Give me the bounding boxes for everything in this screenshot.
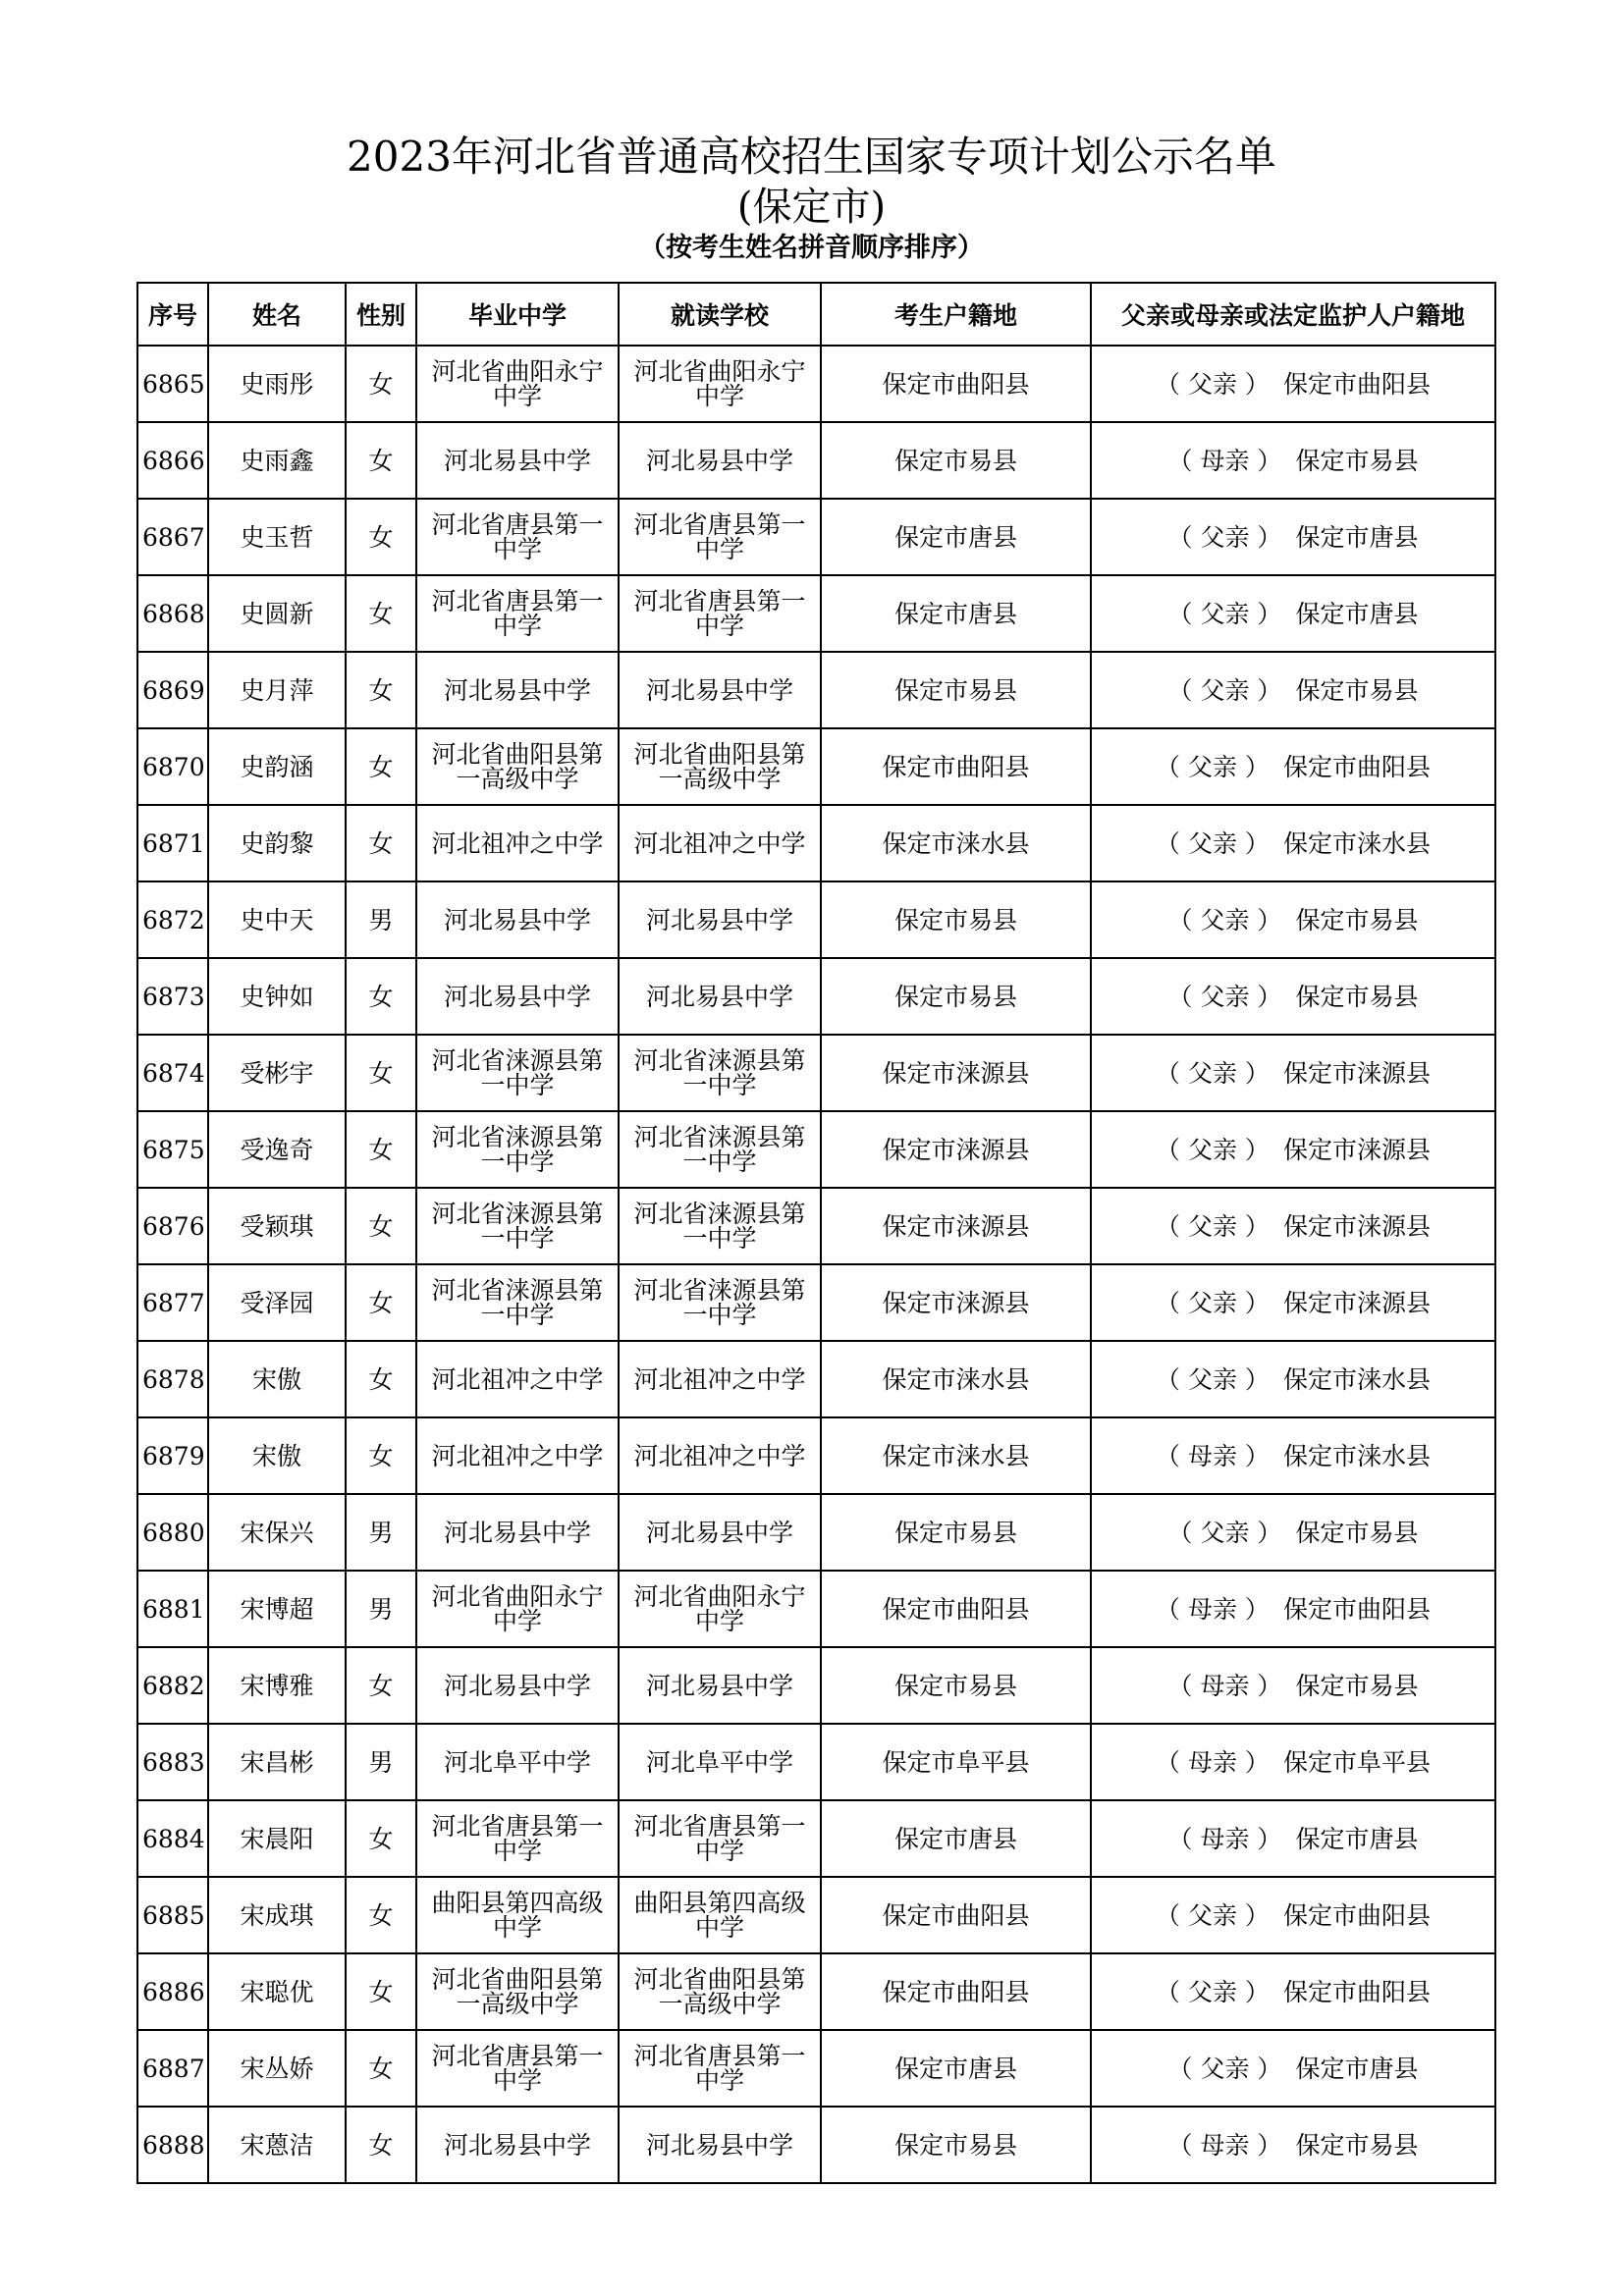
cell-gender: 女 <box>346 805 416 881</box>
cell-student-name: 宋保兴 <box>208 1494 346 1571</box>
table-row <box>137 881 1495 958</box>
guardian-location: 保定市曲阳县 <box>1282 752 1431 781</box>
table-row <box>137 1341 1495 1417</box>
cell-gender: 女 <box>346 1035 416 1111</box>
cell-student-hukou: 保定市曲阳县 <box>821 346 1091 422</box>
cell-student-name: 史月萍 <box>208 652 346 728</box>
table-row <box>137 422 1495 499</box>
cell-graduating-school: 河北省曲阳县第一高级中学 <box>416 728 619 805</box>
guardian-location: 保定市易县 <box>1295 446 1419 475</box>
guardian-relation: （ 父亲 ） <box>1167 1518 1282 1547</box>
guardian-relation: （ 父亲 ） <box>1156 828 1270 858</box>
cell-guardian-hukou <box>1091 1035 1495 1111</box>
cell-guardian-hukou <box>1091 1953 1495 2030</box>
cell-student-hukou: 保定市唐县 <box>821 2030 1091 2107</box>
table-row <box>137 2107 1495 2183</box>
cell-serial-number: 6866 <box>137 422 208 499</box>
guardian-location: 保定市涞水县 <box>1282 1364 1431 1394</box>
cell-gender: 女 <box>346 728 416 805</box>
cell-serial-number: 6873 <box>137 958 208 1035</box>
cell-gender: 女 <box>346 1417 416 1494</box>
cell-current-school: 河北易县中学 <box>619 422 821 499</box>
cell-current-school: 河北省唐县第一中学 <box>619 1800 821 1877</box>
guardian-location: 保定市曲阳县 <box>1282 369 1431 399</box>
guardian-relation: （ 父亲 ） <box>1156 1364 1270 1394</box>
cell-serial-number: 6881 <box>137 1571 208 1647</box>
cell-serial-number: 6868 <box>137 575 208 652</box>
cell-current-school: 河北省曲阳永宁中学 <box>619 346 821 422</box>
cell-graduating-school: 河北祖冲之中学 <box>416 1341 619 1417</box>
guardian-relation: （ 母亲 ） <box>1156 1594 1270 1624</box>
cell-student-name: 史圆新 <box>208 575 346 652</box>
guardian-location: 保定市易县 <box>1295 2130 1419 2160</box>
cell-guardian-hukou <box>1091 2107 1495 2183</box>
cell-graduating-school: 河北省曲阳永宁中学 <box>416 346 619 422</box>
col-header-no: 序号 <box>137 283 208 346</box>
page-title: 2023年河北省普通高校招生国家专项计划公示名单 <box>347 133 1276 181</box>
cell-graduating-school: 河北省唐县第一中学 <box>416 575 619 652</box>
cell-current-school: 河北祖冲之中学 <box>619 1417 821 1494</box>
cell-graduating-school: 河北易县中学 <box>416 1494 619 1571</box>
guardian-relation: （ 父亲 ） <box>1156 752 1270 781</box>
cell-student-hukou: 保定市涞源县 <box>821 1188 1091 1264</box>
cell-gender: 女 <box>346 2107 416 2183</box>
sort-note: （按考生姓名拼音顺序排序） <box>639 233 984 263</box>
guardian-location: 保定市易县 <box>1295 1518 1419 1547</box>
cell-current-school: 河北易县中学 <box>619 1647 821 1724</box>
cell-student-hukou: 保定市曲阳县 <box>821 1571 1091 1647</box>
guardian-location: 保定市易县 <box>1295 1671 1419 1700</box>
guardian-relation: （ 父亲 ） <box>1156 1135 1270 1164</box>
guardian-relation: （ 父亲 ） <box>1156 1288 1270 1317</box>
cell-serial-number: 6880 <box>137 1494 208 1571</box>
cell-serial-number: 6876 <box>137 1188 208 1264</box>
guardian-relation: （ 父亲 ） <box>1156 1211 1270 1241</box>
cell-gender: 女 <box>346 1877 416 1953</box>
cell-gender: 女 <box>346 1953 416 2030</box>
cell-student-name: 受彬宇 <box>208 1035 346 1111</box>
cell-current-school: 河北省唐县第一中学 <box>619 575 821 652</box>
guardian-location: 保定市易县 <box>1295 982 1419 1011</box>
table-row <box>137 1647 1495 1724</box>
cell-student-name: 受逸奇 <box>208 1111 346 1188</box>
cell-student-name: 宋昌彬 <box>208 1724 346 1800</box>
cell-serial-number: 6871 <box>137 805 208 881</box>
table-row <box>137 1035 1495 1111</box>
table-row <box>137 1800 1495 1877</box>
cell-student-name: 受泽园 <box>208 1264 346 1341</box>
table-row <box>137 1953 1495 2030</box>
cell-guardian-hukou <box>1091 1800 1495 1877</box>
cell-student-hukou: 保定市易县 <box>821 881 1091 958</box>
cell-student-name: 史玉哲 <box>208 499 346 575</box>
page-subtitle: (保定市) <box>736 185 887 230</box>
cell-student-name: 宋丛娇 <box>208 2030 346 2107</box>
cell-graduating-school: 河北省涞源县第一中学 <box>416 1188 619 1264</box>
cell-graduating-school: 曲阳县第四高级中学 <box>416 1877 619 1953</box>
cell-current-school: 河北省涞源县第一中学 <box>619 1188 821 1264</box>
guardian-relation: （ 父亲 ） <box>1156 1977 1270 2006</box>
cell-graduating-school: 河北易县中学 <box>416 652 619 728</box>
cell-current-school: 河北省曲阳县第一高级中学 <box>619 1953 821 2030</box>
cell-serial-number: 6886 <box>137 1953 208 2030</box>
guardian-relation: （ 父亲 ） <box>1167 982 1282 1011</box>
cell-gender: 女 <box>346 958 416 1035</box>
cell-student-hukou: 保定市涞源县 <box>821 1264 1091 1341</box>
student-table <box>136 282 1496 2184</box>
table-header-row <box>137 283 1495 346</box>
guardian-location: 保定市涞源县 <box>1282 1135 1431 1164</box>
guardian-location: 保定市唐县 <box>1295 2054 1419 2083</box>
col-header-grad-school: 毕业中学 <box>416 283 619 346</box>
guardian-relation: （ 父亲 ） <box>1156 1900 1270 1930</box>
cell-student-hukou: 保定市曲阳县 <box>821 1877 1091 1953</box>
guardian-relation: （ 父亲 ） <box>1156 369 1270 399</box>
guardian-relation: （ 父亲 ） <box>1167 675 1282 705</box>
cell-serial-number: 6867 <box>137 499 208 575</box>
guardian-location: 保定市涞水县 <box>1282 828 1431 858</box>
guardian-relation: （ 母亲 ） <box>1167 2130 1282 2160</box>
guardian-location: 保定市唐县 <box>1295 599 1419 628</box>
cell-graduating-school: 河北省唐县第一中学 <box>416 2030 619 2107</box>
cell-gender: 男 <box>346 1494 416 1571</box>
guardian-relation: （ 母亲 ） <box>1167 1671 1282 1700</box>
cell-student-name: 史钟如 <box>208 958 346 1035</box>
cell-serial-number: 6884 <box>137 1800 208 1877</box>
cell-current-school: 河北易县中学 <box>619 2107 821 2183</box>
cell-student-hukou: 保定市涞源县 <box>821 1035 1091 1111</box>
cell-student-hukou: 保定市涞水县 <box>821 1341 1091 1417</box>
cell-student-hukou: 保定市曲阳县 <box>821 728 1091 805</box>
cell-serial-number: 6879 <box>137 1417 208 1494</box>
cell-student-name: 史雨鑫 <box>208 422 346 499</box>
cell-gender: 女 <box>346 499 416 575</box>
guardian-relation: （ 母亲 ） <box>1167 446 1282 475</box>
cell-serial-number: 6883 <box>137 1724 208 1800</box>
cell-graduating-school: 河北省曲阳县第一高级中学 <box>416 1953 619 2030</box>
table-row <box>137 805 1495 881</box>
cell-guardian-hukou <box>1091 1341 1495 1417</box>
cell-graduating-school: 河北省涞源县第一中学 <box>416 1111 619 1188</box>
guardian-relation: （ 父亲 ） <box>1167 905 1282 934</box>
cell-guardian-hukou <box>1091 881 1495 958</box>
cell-guardian-hukou <box>1091 1647 1495 1724</box>
cell-guardian-hukou <box>1091 652 1495 728</box>
guardian-location: 保定市唐县 <box>1295 1824 1419 1853</box>
cell-student-name: 史中天 <box>208 881 346 958</box>
cell-student-hukou: 保定市唐县 <box>821 499 1091 575</box>
table-row <box>137 1877 1495 1953</box>
col-header-current-school: 就读学校 <box>619 283 821 346</box>
cell-student-hukou: 保定市涞水县 <box>821 1417 1091 1494</box>
cell-graduating-school: 河北省涞源县第一中学 <box>416 1035 619 1111</box>
table-row <box>137 575 1495 652</box>
table-row <box>137 2030 1495 2107</box>
cell-student-hukou: 保定市易县 <box>821 958 1091 1035</box>
cell-guardian-hukou <box>1091 1111 1495 1188</box>
cell-student-hukou: 保定市易县 <box>821 1494 1091 1571</box>
cell-graduating-school: 河北祖冲之中学 <box>416 805 619 881</box>
cell-current-school: 河北省唐县第一中学 <box>619 2030 821 2107</box>
cell-gender: 女 <box>346 346 416 422</box>
table-row <box>137 1264 1495 1341</box>
guardian-location: 保定市易县 <box>1295 905 1419 934</box>
cell-guardian-hukou <box>1091 958 1495 1035</box>
cell-student-name: 史韵涵 <box>208 728 346 805</box>
cell-guardian-hukou <box>1091 422 1495 499</box>
cell-current-school: 河北省曲阳永宁中学 <box>619 1571 821 1647</box>
cell-student-hukou: 保定市阜平县 <box>821 1724 1091 1800</box>
guardian-location: 保定市曲阳县 <box>1282 1900 1431 1930</box>
table-row <box>137 1571 1495 1647</box>
guardian-location: 保定市易县 <box>1295 675 1419 705</box>
cell-student-name: 宋晨阳 <box>208 1800 346 1877</box>
cell-guardian-hukou <box>1091 346 1495 422</box>
guardian-relation: （ 父亲 ） <box>1156 1058 1270 1088</box>
cell-graduating-school: 河北易县中学 <box>416 422 619 499</box>
cell-gender: 男 <box>346 881 416 958</box>
col-header-name: 姓名 <box>208 283 346 346</box>
cell-graduating-school: 河北省唐县第一中学 <box>416 1800 619 1877</box>
cell-current-school: 河北省曲阳县第一高级中学 <box>619 728 821 805</box>
cell-serial-number: 6874 <box>137 1035 208 1111</box>
cell-gender: 女 <box>346 1188 416 1264</box>
cell-student-name: 宋成琪 <box>208 1877 346 1953</box>
cell-graduating-school: 河北易县中学 <box>416 958 619 1035</box>
table-body <box>137 346 1495 2183</box>
table-row <box>137 499 1495 575</box>
guardian-location: 保定市唐县 <box>1295 522 1419 552</box>
cell-current-school: 河北祖冲之中学 <box>619 805 821 881</box>
cell-graduating-school: 河北易县中学 <box>416 2107 619 2183</box>
guardian-location: 保定市涞源县 <box>1282 1211 1431 1241</box>
cell-serial-number: 6875 <box>137 1111 208 1188</box>
col-header-hukou: 考生户籍地 <box>821 283 1091 346</box>
cell-guardian-hukou <box>1091 1188 1495 1264</box>
cell-current-school: 河北阜平中学 <box>619 1724 821 1800</box>
cell-guardian-hukou <box>1091 1264 1495 1341</box>
cell-guardian-hukou <box>1091 575 1495 652</box>
cell-gender: 女 <box>346 1341 416 1417</box>
guardian-relation: （ 父亲 ） <box>1167 2054 1282 2083</box>
guardian-relation: （ 母亲 ） <box>1156 1441 1270 1470</box>
cell-graduating-school: 河北祖冲之中学 <box>416 1417 619 1494</box>
table-row <box>137 958 1495 1035</box>
guardian-location: 保定市涞源县 <box>1282 1058 1431 1088</box>
cell-serial-number: 6888 <box>137 2107 208 2183</box>
cell-student-name: 受颖琪 <box>208 1188 346 1264</box>
cell-gender: 女 <box>346 575 416 652</box>
cell-student-hukou: 保定市曲阳县 <box>821 1953 1091 2030</box>
cell-gender: 男 <box>346 1571 416 1647</box>
guardian-location: 保定市阜平县 <box>1282 1747 1431 1777</box>
cell-student-name: 宋博雅 <box>208 1647 346 1724</box>
cell-current-school: 曲阳县第四高级中学 <box>619 1877 821 1953</box>
cell-student-hukou: 保定市唐县 <box>821 575 1091 652</box>
cell-current-school: 河北省涞源县第一中学 <box>619 1035 821 1111</box>
cell-guardian-hukou <box>1091 1571 1495 1647</box>
cell-gender: 女 <box>346 1647 416 1724</box>
cell-student-name: 史韵黎 <box>208 805 346 881</box>
cell-student-hukou: 保定市易县 <box>821 1647 1091 1724</box>
cell-student-hukou: 保定市易县 <box>821 652 1091 728</box>
table-row <box>137 1724 1495 1800</box>
cell-serial-number: 6865 <box>137 346 208 422</box>
cell-graduating-school: 河北易县中学 <box>416 1647 619 1724</box>
cell-graduating-school: 河北省曲阳永宁中学 <box>416 1571 619 1647</box>
cell-gender: 女 <box>346 1800 416 1877</box>
cell-guardian-hukou <box>1091 2030 1495 2107</box>
col-header-guardian-hukou: 父亲或母亲或法定监护人户籍地 <box>1091 283 1495 346</box>
cell-graduating-school: 河北易县中学 <box>416 881 619 958</box>
cell-current-school: 河北省唐县第一中学 <box>619 499 821 575</box>
cell-student-hukou: 保定市唐县 <box>821 1800 1091 1877</box>
cell-guardian-hukou <box>1091 1877 1495 1953</box>
cell-serial-number: 6870 <box>137 728 208 805</box>
cell-guardian-hukou <box>1091 499 1495 575</box>
cell-graduating-school: 河北省涞源县第一中学 <box>416 1264 619 1341</box>
cell-serial-number: 6885 <box>137 1877 208 1953</box>
cell-current-school: 河北易县中学 <box>619 1494 821 1571</box>
cell-student-name: 宋博超 <box>208 1571 346 1647</box>
table-row <box>137 1417 1495 1494</box>
cell-student-name: 史雨彤 <box>208 346 346 422</box>
cell-current-school: 河北省涞源县第一中学 <box>619 1264 821 1341</box>
cell-serial-number: 6877 <box>137 1264 208 1341</box>
cell-student-hukou: 保定市易县 <box>821 2107 1091 2183</box>
guardian-location: 保定市涞水县 <box>1282 1441 1431 1470</box>
cell-gender: 女 <box>346 652 416 728</box>
guardian-location: 保定市涞源县 <box>1282 1288 1431 1317</box>
cell-current-school: 河北祖冲之中学 <box>619 1341 821 1417</box>
table-row <box>137 1494 1495 1571</box>
guardian-location: 保定市曲阳县 <box>1282 1977 1431 2006</box>
cell-serial-number: 6869 <box>137 652 208 728</box>
table-row <box>137 1188 1495 1264</box>
table-row <box>137 346 1495 422</box>
table-row <box>137 652 1495 728</box>
cell-current-school: 河北易县中学 <box>619 652 821 728</box>
guardian-relation: （ 父亲 ） <box>1167 599 1282 628</box>
cell-graduating-school: 河北省唐县第一中学 <box>416 499 619 575</box>
guardian-relation: （ 父亲 ） <box>1167 522 1282 552</box>
cell-guardian-hukou <box>1091 1494 1495 1571</box>
guardian-location: 保定市曲阳县 <box>1282 1594 1431 1624</box>
cell-gender: 女 <box>346 2030 416 2107</box>
col-header-gender: 性别 <box>346 283 416 346</box>
guardian-relation: （ 母亲 ） <box>1156 1747 1270 1777</box>
cell-serial-number: 6872 <box>137 881 208 958</box>
cell-student-hukou: 保定市涞水县 <box>821 805 1091 881</box>
cell-current-school: 河北省涞源县第一中学 <box>619 1111 821 1188</box>
cell-serial-number: 6878 <box>137 1341 208 1417</box>
cell-student-name: 宋蒽洁 <box>208 2107 346 2183</box>
cell-gender: 女 <box>346 422 416 499</box>
cell-student-name: 宋聪优 <box>208 1953 346 2030</box>
cell-student-name: 宋傲 <box>208 1341 346 1417</box>
cell-gender: 女 <box>346 1264 416 1341</box>
cell-guardian-hukou <box>1091 1724 1495 1800</box>
cell-graduating-school: 河北阜平中学 <box>416 1724 619 1800</box>
cell-gender: 女 <box>346 1111 416 1188</box>
guardian-relation: （ 母亲 ） <box>1167 1824 1282 1853</box>
cell-current-school: 河北易县中学 <box>619 881 821 958</box>
cell-gender: 男 <box>346 1724 416 1800</box>
table-row <box>137 728 1495 805</box>
cell-student-hukou: 保定市涞源县 <box>821 1111 1091 1188</box>
cell-guardian-hukou <box>1091 805 1495 881</box>
cell-guardian-hukou <box>1091 1417 1495 1494</box>
cell-serial-number: 6882 <box>137 1647 208 1724</box>
cell-guardian-hukou <box>1091 728 1495 805</box>
cell-serial-number: 6887 <box>137 2030 208 2107</box>
cell-student-hukou: 保定市易县 <box>821 422 1091 499</box>
cell-student-name: 宋傲 <box>208 1417 346 1494</box>
cell-current-school: 河北易县中学 <box>619 958 821 1035</box>
table-row <box>137 1111 1495 1188</box>
